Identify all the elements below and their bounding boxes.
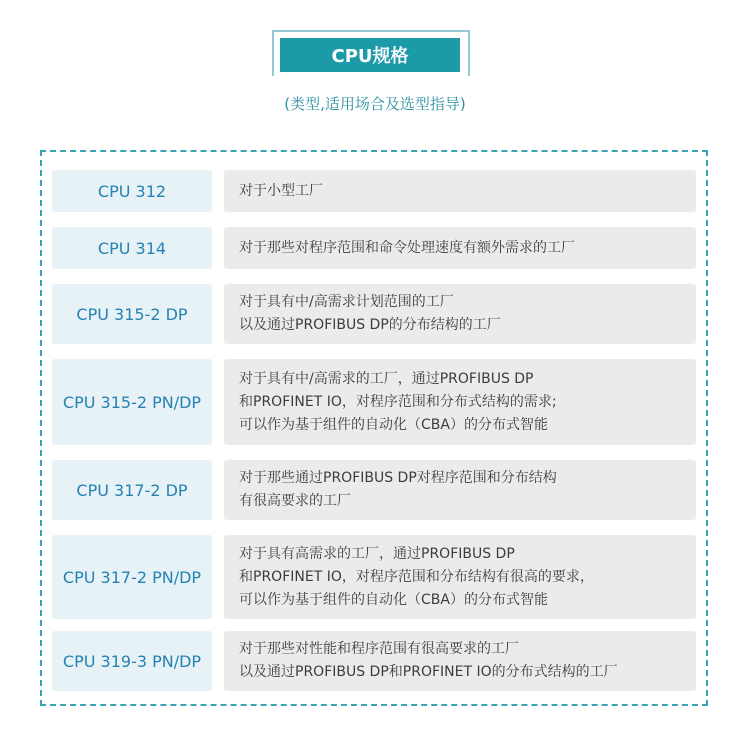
spec-row (52, 460, 696, 520)
description-line: 对于那些对程序范围和命令处理速度有额外需求的工厂 (239, 239, 575, 256)
cpu-model-cell: CPU 314 (52, 227, 212, 269)
cpu-model-cell: CPU 315-2 PN/DP (52, 359, 212, 445)
spec-row (52, 227, 696, 269)
description-line: 有很高要求的工厂 (239, 493, 351, 509)
cpu-model-cell: CPU 315-2 DP (52, 284, 212, 344)
description-line: 对于具有中/高需求计划范围的工厂 (239, 294, 454, 310)
description-line: 以及通过PROFIBUS DP的分布结构的工厂 (239, 317, 501, 333)
description-line: 以及通过PROFIBUS DP和PROFINET IO的分布式结构的工厂 (239, 664, 618, 680)
description-line: 对于具有高需求的工厂，通过PROFIBUS DP (239, 545, 515, 562)
cpu-model-cell: CPU 319-3 PN/DP (52, 631, 212, 691)
description-cell (224, 460, 696, 520)
description-line: 和PROFINET IO，对程序范围和分布结构有很高的要求， (239, 568, 594, 585)
description-line: 对于那些通过PROFIBUS DP对程序范围和分布结构 (239, 470, 557, 486)
cpu-model-cell: CPU 312 (52, 170, 212, 212)
cpu-model-cell: CPU 317-2 PN/DP (52, 535, 212, 619)
description-line: 可以作为基于组件的自动化（CBA）的分布式智能 (239, 591, 548, 608)
spec-row (52, 170, 696, 212)
description-cell (224, 227, 696, 269)
spec-row (52, 284, 696, 344)
description-cell (224, 631, 696, 691)
spec-row (52, 359, 696, 445)
page-subtitle: (类型,适用场合及选型指导) (284, 95, 466, 113)
description-line: 对于小型工厂 (239, 182, 323, 199)
spec-row (52, 535, 696, 619)
title-banner (272, 30, 468, 76)
description-line: 可以作为基于组件的自动化（CBA）的分布式智能 (239, 416, 548, 433)
description-cell (224, 170, 696, 212)
description-cell (224, 535, 696, 619)
page-title: CPU规格 (280, 38, 460, 72)
description-line: 和PROFINET IO，对程序范围和分布式结构的需求; (239, 393, 557, 410)
cpu-model-cell: CPU 317-2 DP (52, 460, 212, 520)
description-line: 对于具有中/高需求的工厂，通过PROFIBUS DP (239, 370, 534, 387)
description-cell (224, 359, 696, 445)
description-cell (224, 284, 696, 344)
spec-row (52, 631, 696, 691)
description-line: 对于那些对性能和程序范围有很高要求的工厂 (239, 641, 519, 657)
